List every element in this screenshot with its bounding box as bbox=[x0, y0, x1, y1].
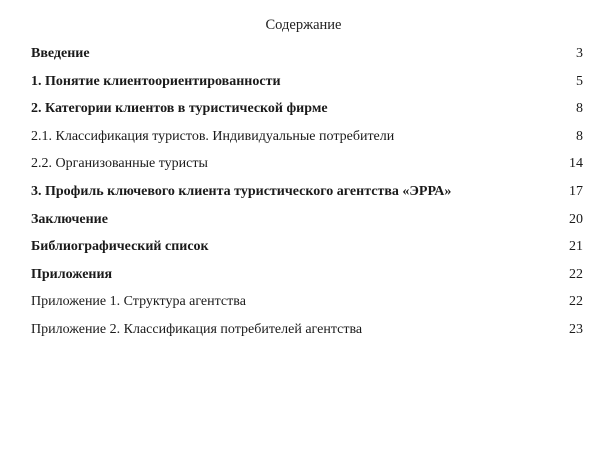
toc-entry-label: 2.1. Классификация туристов. Индивидуальные потребители bbox=[31, 128, 395, 144]
toc-entry-page-number: 3 bbox=[576, 46, 583, 61]
toc-entry-page-number: 21 bbox=[569, 239, 583, 255]
toc-entry-label: Заключение bbox=[31, 211, 108, 227]
toc-entry-page-number: 8 bbox=[576, 128, 583, 144]
toc-entry bbox=[31, 154, 583, 182]
toc-entry bbox=[31, 292, 583, 320]
toc-entry bbox=[31, 182, 583, 210]
toc-entry bbox=[31, 127, 583, 155]
toc-entry bbox=[31, 99, 583, 127]
table-of-contents bbox=[31, 44, 583, 348]
toc-entry-label: Приложение 1. Структура агентства bbox=[31, 294, 246, 310]
toc-entry bbox=[31, 320, 583, 348]
toc-entry-label: Приложение 2. Классификация потребителей агентства bbox=[31, 321, 363, 337]
toc-entry-page-number: 14 bbox=[569, 156, 583, 172]
toc-entry-page-number: 17 bbox=[569, 183, 583, 199]
toc-entry-page-number: 20 bbox=[569, 211, 583, 227]
toc-entry bbox=[31, 237, 583, 265]
toc-entry bbox=[31, 72, 583, 100]
toc-entry-label: Введение bbox=[31, 46, 90, 61]
toc-entry bbox=[31, 210, 583, 238]
toc-entry-label: 2. Категории клиентов в туристической фирме bbox=[31, 101, 328, 117]
toc-entry-page-number: 8 bbox=[576, 101, 583, 117]
toc-entry-page-number: 22 bbox=[569, 294, 583, 310]
toc-entry bbox=[31, 44, 583, 72]
toc-entry-page-number: 22 bbox=[569, 266, 583, 282]
toc-title: Содержание bbox=[265, 17, 342, 33]
toc-entry-label: Библиографический список bbox=[31, 239, 209, 255]
toc-entry-page-number: 23 bbox=[569, 321, 583, 337]
toc-entry-label: Приложения bbox=[31, 266, 113, 282]
toc-entry-page-number: 5 bbox=[576, 73, 583, 89]
toc-entry-label: 2.2. Организованные туристы bbox=[31, 156, 208, 172]
toc-entry bbox=[31, 265, 583, 293]
toc-entry-label: 1. Понятие клиентоориентированности bbox=[31, 73, 281, 89]
toc-entry-label: 3. Профиль ключевого клиента туристического агентства «ЭРРА» bbox=[31, 183, 452, 199]
